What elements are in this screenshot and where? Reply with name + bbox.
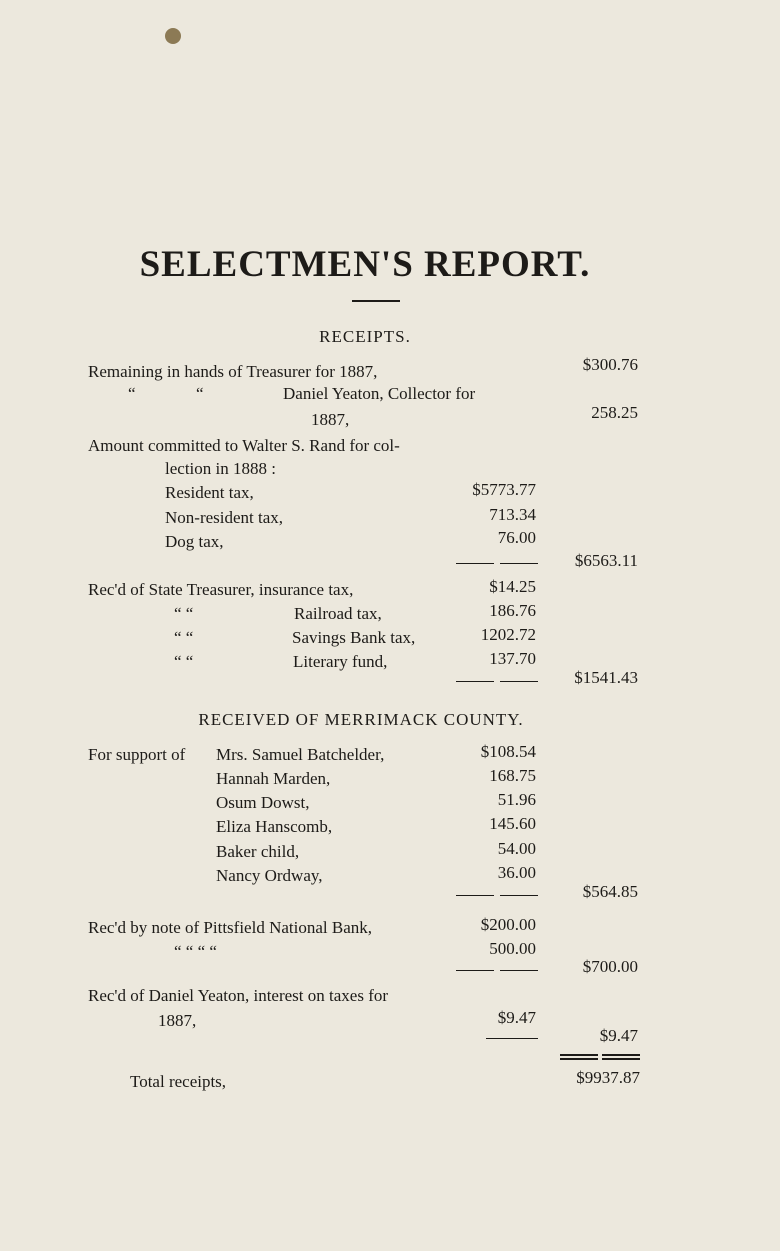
- line-committed: Amount committed to Walter S. Rand for col-: [88, 436, 400, 455]
- state-ditto: “ “: [174, 604, 194, 623]
- state-label: Savings Bank tax,: [292, 628, 416, 647]
- grand-total-rule: [602, 1058, 640, 1060]
- county-label: Hannah Marden,: [216, 769, 331, 788]
- total-taxes: $6563.11: [574, 551, 638, 570]
- state-value: 137.70: [489, 649, 536, 668]
- county-value: 51.96: [497, 790, 536, 809]
- tax-value: 713.34: [489, 505, 536, 524]
- total-receipts-label: Total receipts,: [130, 1072, 227, 1091]
- tax-label: Non-resident tax,: [165, 508, 284, 527]
- county-value: $108.54: [480, 742, 536, 761]
- county-value: 168.75: [489, 766, 536, 785]
- section-heading-county: RECEIVED OF MERRIMACK COUNTY.: [198, 710, 524, 729]
- state-value: 1202.72: [480, 625, 536, 644]
- bank-value: $200.00: [480, 915, 536, 934]
- county-label: Eliza Hanscomb,: [216, 817, 333, 836]
- page-stain: [165, 28, 181, 44]
- grand-total-rule: [602, 1054, 640, 1056]
- state-value: 186.76: [489, 601, 536, 620]
- line-committed-cont: lection in 1888 :: [165, 459, 276, 478]
- total-interest: $9.47: [599, 1026, 638, 1045]
- county-label: Baker child,: [216, 842, 300, 861]
- total-county: $564.85: [582, 882, 638, 901]
- county-label: Osum Dowst,: [216, 793, 310, 812]
- total-collector: 258.25: [591, 403, 638, 422]
- state-line: Rec'd of State Treasurer, insurance tax,: [88, 580, 354, 599]
- ditto-mark: “: [128, 384, 136, 403]
- tax-value: 76.00: [497, 528, 536, 547]
- county-label: Mrs. Samuel Batchelder,: [216, 745, 385, 764]
- grand-total-rule: [560, 1058, 598, 1060]
- line-collector-year: 1887,: [311, 410, 350, 429]
- total-state: $1541.43: [574, 668, 638, 687]
- ditto-mark: “: [196, 384, 204, 403]
- grand-total-rule: [560, 1054, 598, 1056]
- subtotal-rule: [456, 970, 494, 971]
- interest-value: $9.47: [497, 1008, 536, 1027]
- county-value: 36.00: [497, 863, 536, 882]
- total-bank: $700.00: [582, 957, 638, 976]
- bank-value: 500.00: [489, 939, 536, 958]
- tax-label: Dog tax,: [165, 532, 224, 551]
- state-value: $14.25: [489, 577, 536, 596]
- subtotal-rule: [456, 681, 494, 682]
- total-treasurer: $300.76: [582, 355, 638, 374]
- state-ditto: “ “: [174, 628, 194, 647]
- line-interest: Rec'd of Daniel Yeaton, interest on taxes for: [88, 986, 389, 1005]
- page-title: SELECTMEN'S REPORT.: [139, 244, 591, 285]
- line-interest-year: 1887,: [158, 1011, 197, 1030]
- county-label: Nancy Ordway,: [216, 866, 323, 885]
- line-bank: Rec'd by note of Pittsfield National Bank,: [88, 918, 372, 937]
- bank-ditto: “ “ “ “: [174, 942, 217, 961]
- section-heading-receipts: RECEIPTS.: [319, 327, 411, 346]
- subtotal-rule: [456, 895, 494, 896]
- state-label: Railroad tax,: [294, 604, 382, 623]
- line-treasurer: Remaining in hands of Treasurer for 1887,: [88, 362, 378, 381]
- tax-label: Resident tax,: [165, 483, 254, 502]
- line-collector: Daniel Yeaton, Collector for: [283, 384, 476, 403]
- county-lead: For support of: [88, 745, 186, 764]
- state-ditto: “ “: [174, 652, 194, 671]
- tax-value: $5773.77: [472, 480, 536, 499]
- total-receipts-value: $9937.87: [576, 1068, 640, 1087]
- county-value: 145.60: [489, 814, 536, 833]
- title-underline: [352, 300, 400, 302]
- county-value: 54.00: [497, 839, 536, 858]
- subtotal-rule: [456, 563, 494, 564]
- state-label: Literary fund,: [293, 652, 388, 671]
